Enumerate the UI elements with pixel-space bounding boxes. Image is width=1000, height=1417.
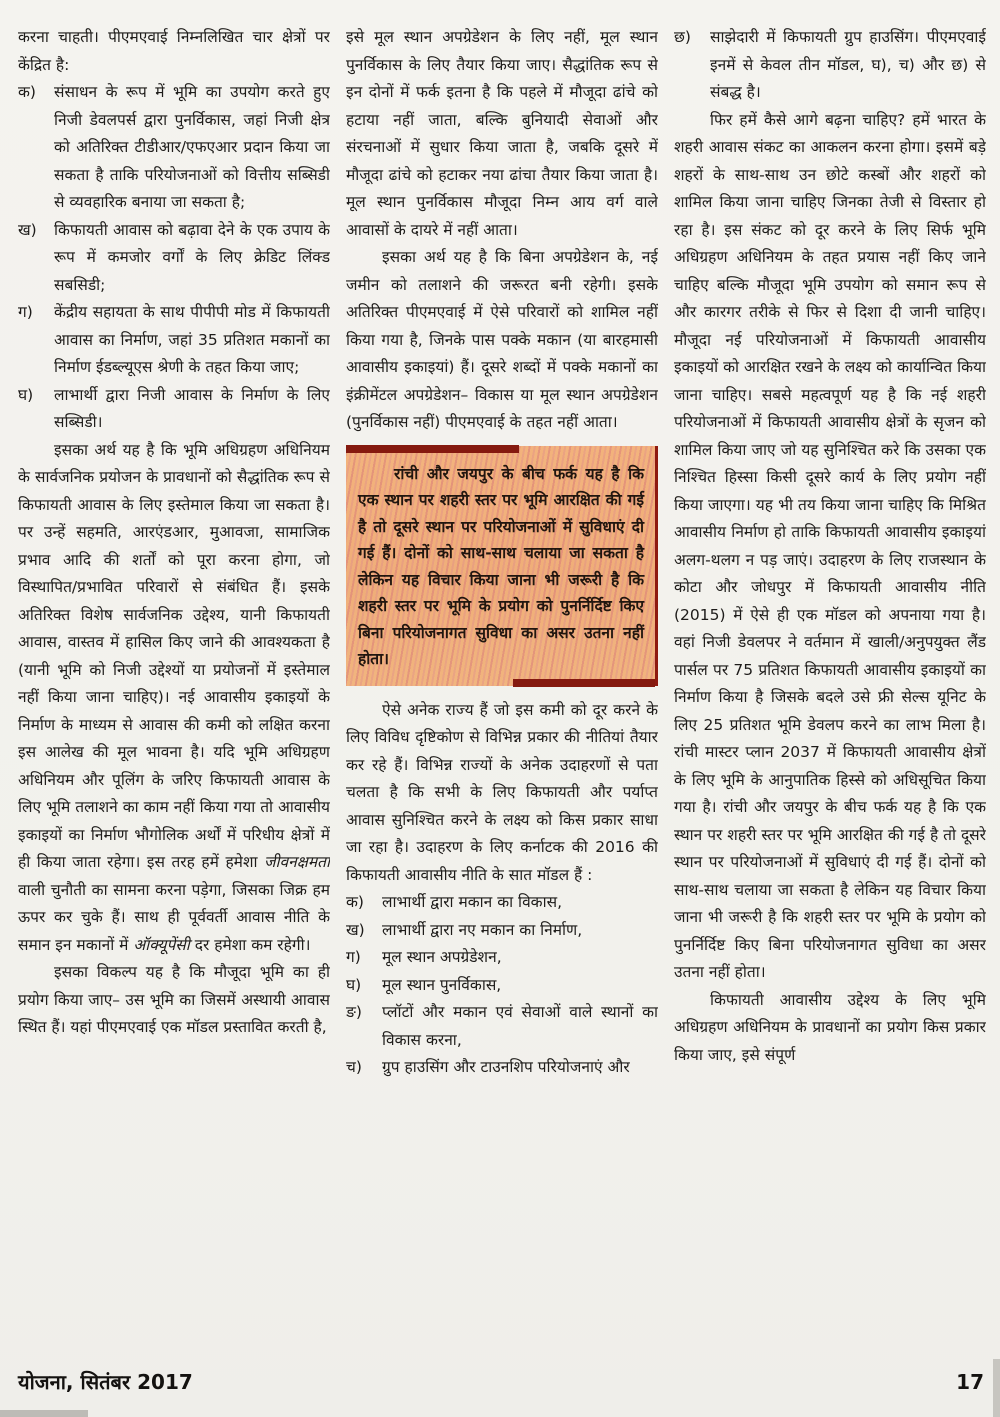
list-item-text: लाभार्थी द्वारा मकान का विकास, <box>382 893 563 911</box>
list-item <box>346 999 658 1054</box>
list-item-text: ग्रुप हाउसिंग और टाउनशिप परियोजनाएं और <box>382 1058 630 1076</box>
list-item-text: केंद्रीय सहायता के साथ पीपीपी मोड में किफायती आवास का निर्माण, जहां 35 प्रतिशत मकानों का निर्माण ईडब्ल्यूएस श्रेणी के तहत किया जाए; <box>54 303 330 376</box>
list-marker: घ) <box>346 975 362 994</box>
paragraph: करना चाहती। पीएमएवाई निम्नलिखित चार क्षेत्रों पर केंद्रित है: <box>18 28 330 74</box>
list-item-text: लाभार्थी द्वारा निजी आवास के निर्माण के लिए सब्सिडी। <box>54 385 330 431</box>
column-3 <box>674 24 986 1322</box>
list-item <box>674 24 986 107</box>
list-item-text: लाभार्थी द्वारा नए मकान का निर्माण, <box>382 920 583 939</box>
paragraph: इसका विकल्प यह है कि मौजूदा भूमि का ही प्रयोग किया जाए– उस भूमि का जिसमें अस्थायी आवास स्थित हैं। यहां पीएमएवाई एक मॉडल प्रस्तावित करती है, <box>18 963 330 1036</box>
list-item <box>18 382 330 437</box>
scan-edge-artifact <box>993 1359 1000 1417</box>
paragraph: ऐसे अनेक राज्य हैं जो इस कमी को दूर करने के लिए विविध दृष्टिकोण से विभिन्न प्रकार की नीतियां तैयार कर रहे हैं। विभिन्न राज्यों के अनेक उदाहरणों से पता चलता है कि सभी के लिए किफायती और पर्याप्त आवास सुनिश्चित करने के लक्ष्य को किस प्रकार साधा जा रहा है। उदाहरण के लिए कर्नाटक की 2016 की किफायती आवासीय नीति के सात मॉडल हैं : <box>346 700 658 884</box>
list-item-text: संसाधन के रूप में भूमि का उपयोग करते हुए निजी डेवलपर्स द्वारा पुनर्विकास, जहां निजी क्षेत्र को अतिरिक्त टीडीआर/एफएआर प्रदान किया जा सकता है ताकि परियोजनाओं को वित्तीय सब्सिडी से व्यवहारिक बनाया जा सकता है; <box>54 83 330 211</box>
list-item-text: साझेदारी में किफायती ग्रुप हाउसिंग। पीएमएवाई इनमें से केवल तीन मॉडल, घ), च) और छ) से संबद्ध है। <box>710 28 986 101</box>
list-marker: ख) <box>18 220 37 239</box>
paragraph: फिर हमें कैसे आगे बढ़ना चाहिए? हमें भारत के शहरी आवास संकट का आकलन करना होगा। इसमें बड़े शहरों के साथ-साथ उन छोटे कस्बों और शहरों को शामिल किया जाना चाहिए जिनका तेजी से विस्तार हो रहा है। इस संकट को दूर करने के लिए सिर्फ भूमि अधिग्रहण अधिनियम के तहत प्रयास नहीं किए जाने चाहिए बल्कि मौजूदा भूमि उपयोग को समान रूप से और कारगर तरीके से फिर से दिशा दी जानी चाहिए। मौजूदा नई परियोजनाओं में किफायती आवासीय इकाइयों को आरक्षित रखने के लक्ष्य को कार्यान्वित किया जाना चाहिए। सबसे महत्वपूर्ण यह है कि नई शहरी परियोजनाओं में किफायती आवासीय क्षेत्रों के सृजन को शामिल किया जाए जो यह सुनिश्चित करे कि उसका एक निश्चित हिस्सा किसी दूसरे कार्य के लिए प्रयोग नहीं किया जाएगा। यह भी तय किया जाना चाहिए कि मिश्रित आवासीय निर्माण हो ताकि किफायती आवासीय इकाइयां अलग-थलग न पड़ जाएं। उदाहरण के लिए राजस्थान के कोटा और जोधपुर में किफायती आवासीय नीति (2015) में ऐसे ही एक मॉडल को अपनाया गया है। वहां निजी डेवलपर ने वर्तमान में खाली/अनुपयुक्त लैंड पार्सल पर 75 प्रतिशत किफायती आवासीय इकाइयों का निर्माण किया है जिसके बदले उसे फ्री सेल्स यूनिट के लिए 25 प्रतिशत भूमि डेवलप करने का लाभ मिला है। रांची मास्टर प्लान 2037 में किफायती आवासीय क्षेत्रों के लिए भूमि के आनुपातिक हिस्से को अधिसूचित किया गया है। रांची और जयपुर के बीच फर्क यह है कि एक स्थान पर शहरी स्तर पर भूमि आरक्षित की गई है तो दूसरे स्थान पर परियोजनाओं में सुविधाएं दी गई हैं। दोनों को साथ-साथ चलाया जा सकता है लेकिन यह विचार किया जाना भी जरूरी है कि शहरी स्तर पर भूमि के प्रयोग को पुनर्निर्दिष्ट किए बिना परियोजनागत सुविधा का असर उतना नहीं होता। <box>674 110 986 981</box>
list-marker: घ) <box>18 385 34 404</box>
list-marker: ङ) <box>346 1003 362 1021</box>
paragraph: इसे मूल स्थान अपग्रेडेशन के लिए नहीं, मूल स्थान पुनर्विकास के लिए तैयार किया जाए। सैद्धांतिक रूप से इन दोनों में फर्क इतना है कि पहले में मौजूदा ढांचे को हटाया नहीं जाता, बल्कि बुनियादी सेवाओं और संरचनाओं में सुधार किया जाता है, जबकि दूसरे में मौजूदा ढांचे को हटाकर नया ढांचा तैयार किया जाता है। मूल स्थान पुनर्विकास मौजूदा निम्न आय वर्ग वाले आवासों के दायरे में नहीं आता। <box>346 28 658 239</box>
journal-title: योजना, सितंबर 2017 <box>18 1370 193 1394</box>
list-item <box>18 299 330 382</box>
paragraph <box>18 437 330 960</box>
list-marker: ग) <box>346 948 361 966</box>
highlight-box <box>346 446 658 686</box>
italic-term: जीवनक्षमता <box>264 853 330 871</box>
italic-term: ऑक्यूपेंसी <box>133 935 190 954</box>
list-marker: क) <box>18 83 36 101</box>
list-item <box>18 217 330 300</box>
paragraph-text: वाली चुनौती का सामना करना पड़ेगा, जिसका जिक्र हम ऊपर कर चुके हैं। साथ ही पूर्ववर्ती आवास नीति के समान इन मकानों में <box>18 880 330 954</box>
column-2 <box>346 24 658 1322</box>
paragraph: इसका अर्थ यह है कि बिना अपग्रेडेशन के, नई जमीन को तलाशने की जरूरत बनी रहेगी। इसके अतिरिक्त पीएमएवाई में ऐसे परिवारों को शामिल नहीं किया गया है, जिनके पास पक्के मकान (या बारहमासी आवासीय इकाइयां) हैं। दूसरे शब्दों में पक्के मकानों का इंक्रीमेंटल अपग्रेडेशन– विकास या मूल स्थान अपग्रेडेशन (पुनर्विकास नहीं) पीएमएवाई के तहत नहीं आता। <box>346 248 658 431</box>
page-footer <box>18 1368 984 1395</box>
paragraph: किफायती आवासीय उद्देश्य के लिए भूमि अधिग्रहण अधिनियम के प्रावधानों का प्रयोग किस प्रकार किया जाए, इसे संपूर्ण <box>674 990 986 1064</box>
column-1 <box>18 24 330 1322</box>
scan-edge-artifact <box>0 1410 88 1417</box>
list-item <box>18 79 330 217</box>
highlight-text: रांची और जयपुर के बीच फर्क यह है कि एक स्थान पर शहरी स्तर पर भूमि आरक्षित की गई है तो दूसरे स्थान पर परियोजनाओं में सुविधाएं दी गई हैं। दोनों को साथ-साथ चलाया जा सकता है लेकिन यह विचार किया जाना भी जरूरी है कि शहरी स्तर पर भूमि के प्रयोग को पुनर्निर्दिष्ट किए बिना परियोजनागत सुविधा का असर उतना नहीं होता। <box>358 464 644 668</box>
page-number: 17 <box>956 1370 984 1394</box>
list-item-text: किफायती आवास को बढ़ावा देने के एक उपाय के रूप में कमजोर वर्गों के लिए क्रेडिट लिंक्ड सबसिडी; <box>54 220 330 294</box>
list-item <box>346 917 658 945</box>
list-item <box>346 889 658 917</box>
list-item <box>346 972 658 1000</box>
list-marker: च) <box>346 1058 362 1076</box>
paragraph-text: इसका अर्थ यह है कि भूमि अधिग्रहण अधिनियम के सार्वजनिक प्रयोजन के प्रावधानों को सैद्धांतिक रूप से किफायती आवास के लिए इस्तेमाल किया जा सकता है। पर उन्हें सहमति, आरएंडआर, मुआवजा, सामाजिक प्रभाव आदि की शर्तों को पूरा करना होगा, जो विस्थापित/प्रभावित परिवारों से संबंधित हैं। इसके अतिरिक्त विशेष सार्वजनिक उद्देश्य, यानी किफायती आवास, वास्तव में हासिल किए जाने की आवश्यकता है (यानी भूमि को निजी उद्देश्यों या प्रयोजनों में इस्तेमाल नहीं किया जाना चाहिए)। नई आवासीय इकाइयों के निर्माण के माध्यम से आवास की कमी को लक्षित करना इस आलेख की मूल भावना है। यदि भूमि अधिग्रहण अधिनियम और पूलिंग के जरिए किफायती आवास के लिए भूमि तलाशने का काम नहीं किया गया तो आवासीय इकाइयों का निर्माण भौगोलिक अर्थों में परिधीय क्षेत्रों में ही किया जाता रहेगा। इस तरह हमें हमेशा <box>18 440 330 871</box>
list-item <box>346 944 658 972</box>
list-item-text: मूल स्थान अपग्रेडेशन, <box>382 948 502 966</box>
list-marker: क) <box>346 893 364 911</box>
list-item-text: प्लॉटों और मकान एवं सेवाओं वाले स्थानों का विकास करना, <box>382 1003 658 1049</box>
list-item-text: मूल स्थान पुनर्विकास, <box>382 975 502 994</box>
list-item <box>346 1054 658 1082</box>
list-marker: ग) <box>18 303 33 321</box>
list-marker: ख) <box>346 920 365 939</box>
paragraph-text: दर हमेशा कम रहेगी। <box>189 935 311 954</box>
list-marker: छ) <box>674 28 691 46</box>
